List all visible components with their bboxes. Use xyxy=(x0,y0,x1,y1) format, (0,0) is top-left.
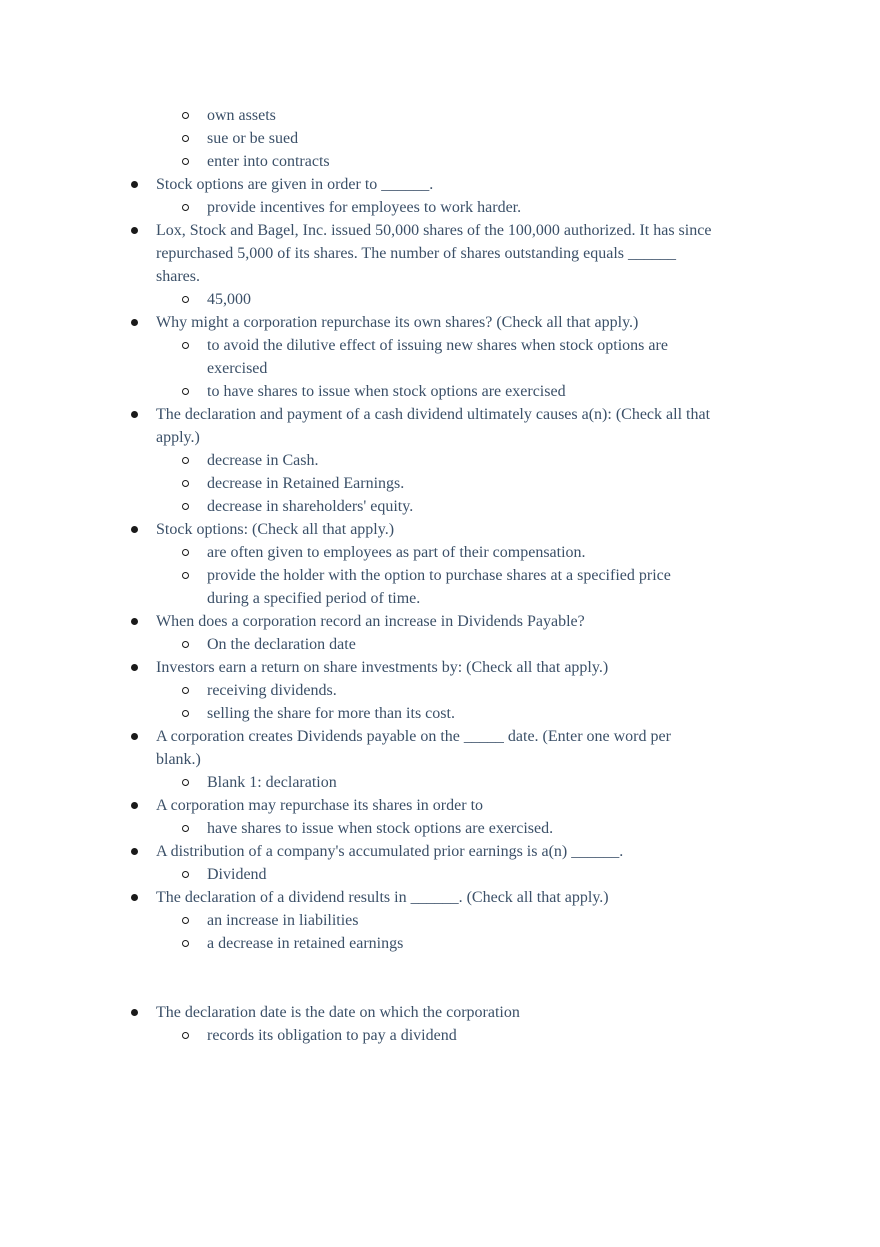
question-item xyxy=(130,610,715,633)
answer-item: a decrease in retained earnings xyxy=(130,932,715,955)
question-item xyxy=(130,173,715,196)
question-block xyxy=(130,656,715,725)
question-block xyxy=(130,403,715,518)
question-item xyxy=(130,794,715,817)
question-item xyxy=(130,311,715,334)
answer-item: to have shares to issue when stock options are exercised xyxy=(130,380,715,403)
question-block xyxy=(130,794,715,840)
question-item xyxy=(130,656,715,679)
answer-item: provide the holder with the option to purchase shares at a specified price during a specified period of time. xyxy=(130,564,715,610)
question-text: The declaration date is the date on which the corporation xyxy=(156,1004,520,1021)
answer-item: an increase in liabilities xyxy=(130,909,715,932)
question-block xyxy=(130,610,715,656)
question-block xyxy=(130,311,715,403)
question-text: The declaration and payment of a cash dividend ultimately causes a(n): (Check all that apply.) xyxy=(156,406,711,446)
document-content xyxy=(130,104,715,1047)
intro-answer-list xyxy=(130,104,715,173)
question-block xyxy=(130,886,715,955)
question-item xyxy=(130,518,715,541)
answer-item: receiving dividends. xyxy=(130,679,715,702)
question-text: Investors earn a return on share investments by: (Check all that apply.) xyxy=(156,659,609,676)
question-text: When does a corporation record an increase in Dividends Payable? xyxy=(156,613,585,630)
answer-item: are often given to employees as part of their compensation. xyxy=(130,541,715,564)
question-item xyxy=(130,403,715,449)
question-block xyxy=(130,1001,715,1047)
answer-item: records its obligation to pay a dividend xyxy=(130,1024,715,1047)
answer-item: decrease in Cash. xyxy=(130,449,715,472)
answer-item: own assets xyxy=(130,104,715,127)
question-item xyxy=(130,886,715,909)
question-text: The declaration of a dividend results in ______. (Check all that apply.) xyxy=(156,889,609,906)
question-text: Lox, Stock and Bagel, Inc. issued 50,000 shares of the 100,000 authorized. It has since repurchased 5,000 of its shares. The number of shares outstanding equals ______ shares. xyxy=(156,222,712,285)
answer-item: 45,000 xyxy=(130,288,715,311)
question-block xyxy=(130,725,715,794)
answer-item: decrease in Retained Earnings. xyxy=(130,472,715,495)
question-block xyxy=(130,518,715,610)
question-text: A corporation may repurchase its shares in order to xyxy=(156,797,484,814)
answer-item: On the declaration date xyxy=(130,633,715,656)
question-item xyxy=(130,1001,715,1024)
answer-item: enter into contracts xyxy=(130,150,715,173)
answer-item: Blank 1: declaration xyxy=(130,771,715,794)
question-text: A distribution of a company's accumulated prior earnings is a(n) ______. xyxy=(156,843,624,860)
question-block xyxy=(130,219,715,311)
question-text: Stock options: (Check all that apply.) xyxy=(156,521,395,538)
question-block xyxy=(130,173,715,219)
question-item xyxy=(130,840,715,863)
question-text: Stock options are given in order to ______. xyxy=(156,176,434,193)
answer-item: have shares to issue when stock options are exercised. xyxy=(130,817,715,840)
question-block xyxy=(130,840,715,886)
question-item xyxy=(130,725,715,771)
answer-item: selling the share for more than its cost. xyxy=(130,702,715,725)
question-text: Why might a corporation repurchase its own shares? (Check all that apply.) xyxy=(156,314,639,331)
blank-spacer xyxy=(130,955,715,1001)
answer-item: Dividend xyxy=(130,863,715,886)
answer-item: sue or be sued xyxy=(130,127,715,150)
question-item xyxy=(130,219,715,288)
answer-item: provide incentives for employees to work harder. xyxy=(130,196,715,219)
answer-item: to avoid the dilutive effect of issuing new shares when stock options are exercised xyxy=(130,334,715,380)
question-text: A corporation creates Dividends payable on the _____ date. (Enter one word per blank.) xyxy=(156,728,671,768)
answer-item: decrease in shareholders' equity. xyxy=(130,495,715,518)
